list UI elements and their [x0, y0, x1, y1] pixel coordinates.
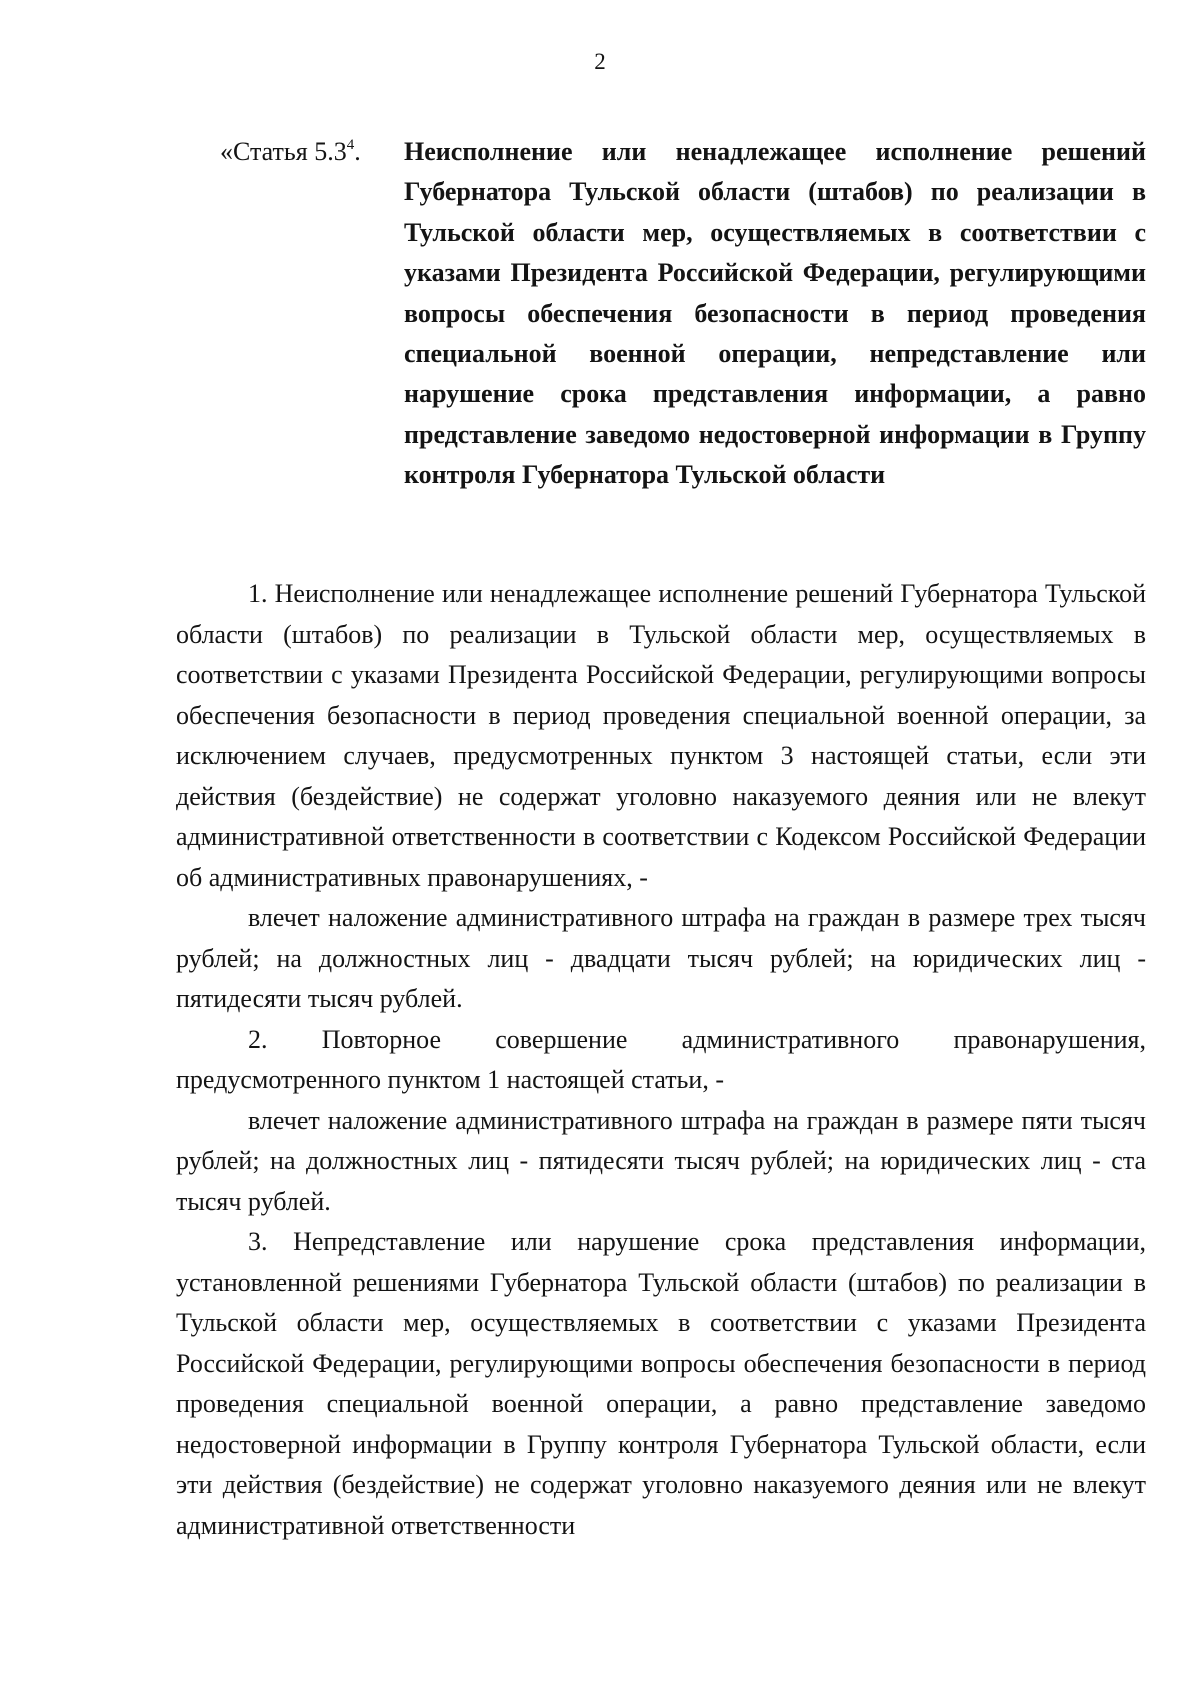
paragraph-2: 2. Повторное совершение административного правонарушения, предусмотренного пунктом 1 настоящей статьи, - [176, 1024, 1146, 1094]
article-body [176, 574, 1146, 1546]
article-heading [220, 132, 1146, 496]
page-number: 2 [594, 49, 606, 74]
article-label: «Статья 5.3 [220, 137, 347, 166]
paragraph-1-sanction: влечет наложение административного штрафа на граждан в размере трех тысяч рублей; на должностных лиц - двадцати тысяч рублей; на юридических лиц - пятидесяти тысяч рублей. [176, 903, 1146, 1013]
paragraph-3: 3. Непредставление или нарушение срока представления информации, установленной решениями Губернатора Тульской области (штабов) по реализации в Тульской области мер, осуществляемых в соответствии с указами Президента Российской Федерации, регулирующими вопросы обеспечения безопасности в период проведения специальной военной операции, а равно представление заведомо недостоверной информации в Группу контроля Губернатора Тульской области, если эти действия (бездействие) не содержат уголовно наказуемого деяния или не влекут административной ответственности [176, 1227, 1146, 1540]
paragraph-1: 1. Неисполнение или ненадлежащее исполнение решений Губернатора Тульской области (штабов) по реализации в Тульской области мер, осуществляемых в соответствии с указами Президента Российской Федерации, регулирующими вопросы обеспечения безопасности в период проведения специальной военной операции, за исключением случаев, предусмотренных пунктом 3 настоящей статьи, если эти действия (бездействие) не содержат уголовно наказуемого деяния или не влекут административной ответственности в соответствии с Кодексом Российской Федерации об административных правонарушениях, - [176, 579, 1146, 892]
article-title: Неисполнение или ненадлежащее исполнение решений Губернатора Тульской области (штабов) по реализации в Тульской области мер, осуществляемых в соответствии с указами Президента Российской Федерации, регулирующими вопросы обеспечения безопасности в период проведения специальной военной операции, непредставление или нарушение срока представления информации, а равно представление заведомо недостоверной информации в Группу контроля Губернатора Тульской области [404, 137, 1146, 490]
article-number [220, 132, 361, 172]
article-label-end: . [354, 137, 361, 166]
article-superscript: 4 [346, 137, 355, 153]
paragraph-2-sanction: влечет наложение административного штрафа на граждан в размере пяти тысяч рублей; на должностных лиц - пятидесяти тысяч рублей; на юридических лиц - ста тысяч рублей. [176, 1105, 1146, 1216]
